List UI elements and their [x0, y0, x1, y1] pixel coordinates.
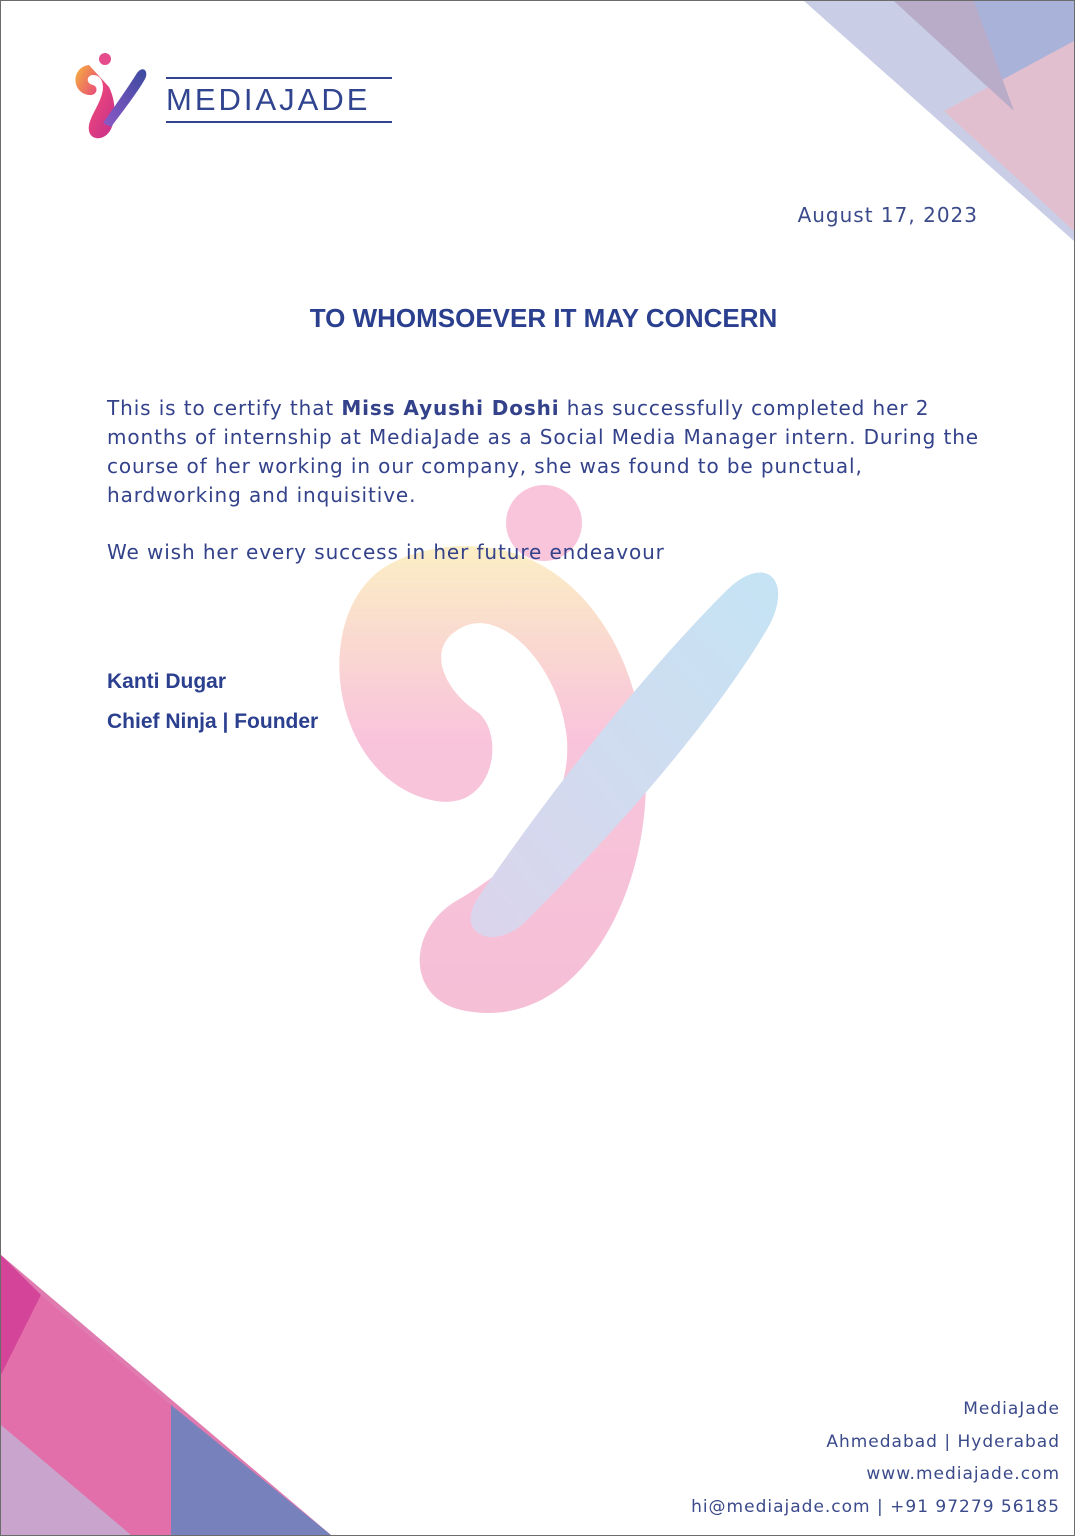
signatory-name: Kanti Dugar — [107, 670, 227, 693]
letter-body — [107, 394, 987, 567]
mediajade-logo-icon — [69, 51, 149, 147]
bottom-left-decoration — [1, 1255, 331, 1535]
signatory-title: Chief Ninja | Founder — [107, 710, 319, 733]
certification-paragraph — [107, 394, 987, 510]
body-suffix: has successfully completed her 2 months of internship at MediaJade as a Social Media Manager intern. During the course of her working in our company, she was found to be punctual, hardworking and inquisitive. — [107, 396, 979, 507]
closing-wish: We wish her every success in her future endeavour — [107, 540, 665, 564]
footer-website[interactable]: www.mediajade.com — [866, 1464, 1060, 1484]
recipient-name: Miss Ayushi Doshi — [341, 396, 560, 420]
footer-company: MediaJade — [963, 1399, 1060, 1419]
mediajade-watermark-icon — [326, 481, 796, 1081]
body-prefix: This is to certify that — [107, 396, 342, 420]
brand-wordmark: MEDIAJADE — [166, 77, 392, 123]
letter-heading: TO WHOMSOEVER IT MAY CONCERN — [309, 303, 778, 333]
footer-locations: Ahmedabad | Hyderabad — [826, 1431, 1060, 1452]
letter-date: August 17, 2023 — [797, 203, 978, 227]
letter-footer — [691, 1393, 1060, 1523]
footer-contact[interactable]: hi@mediajade.com | +91 97279 56185 — [691, 1496, 1060, 1517]
